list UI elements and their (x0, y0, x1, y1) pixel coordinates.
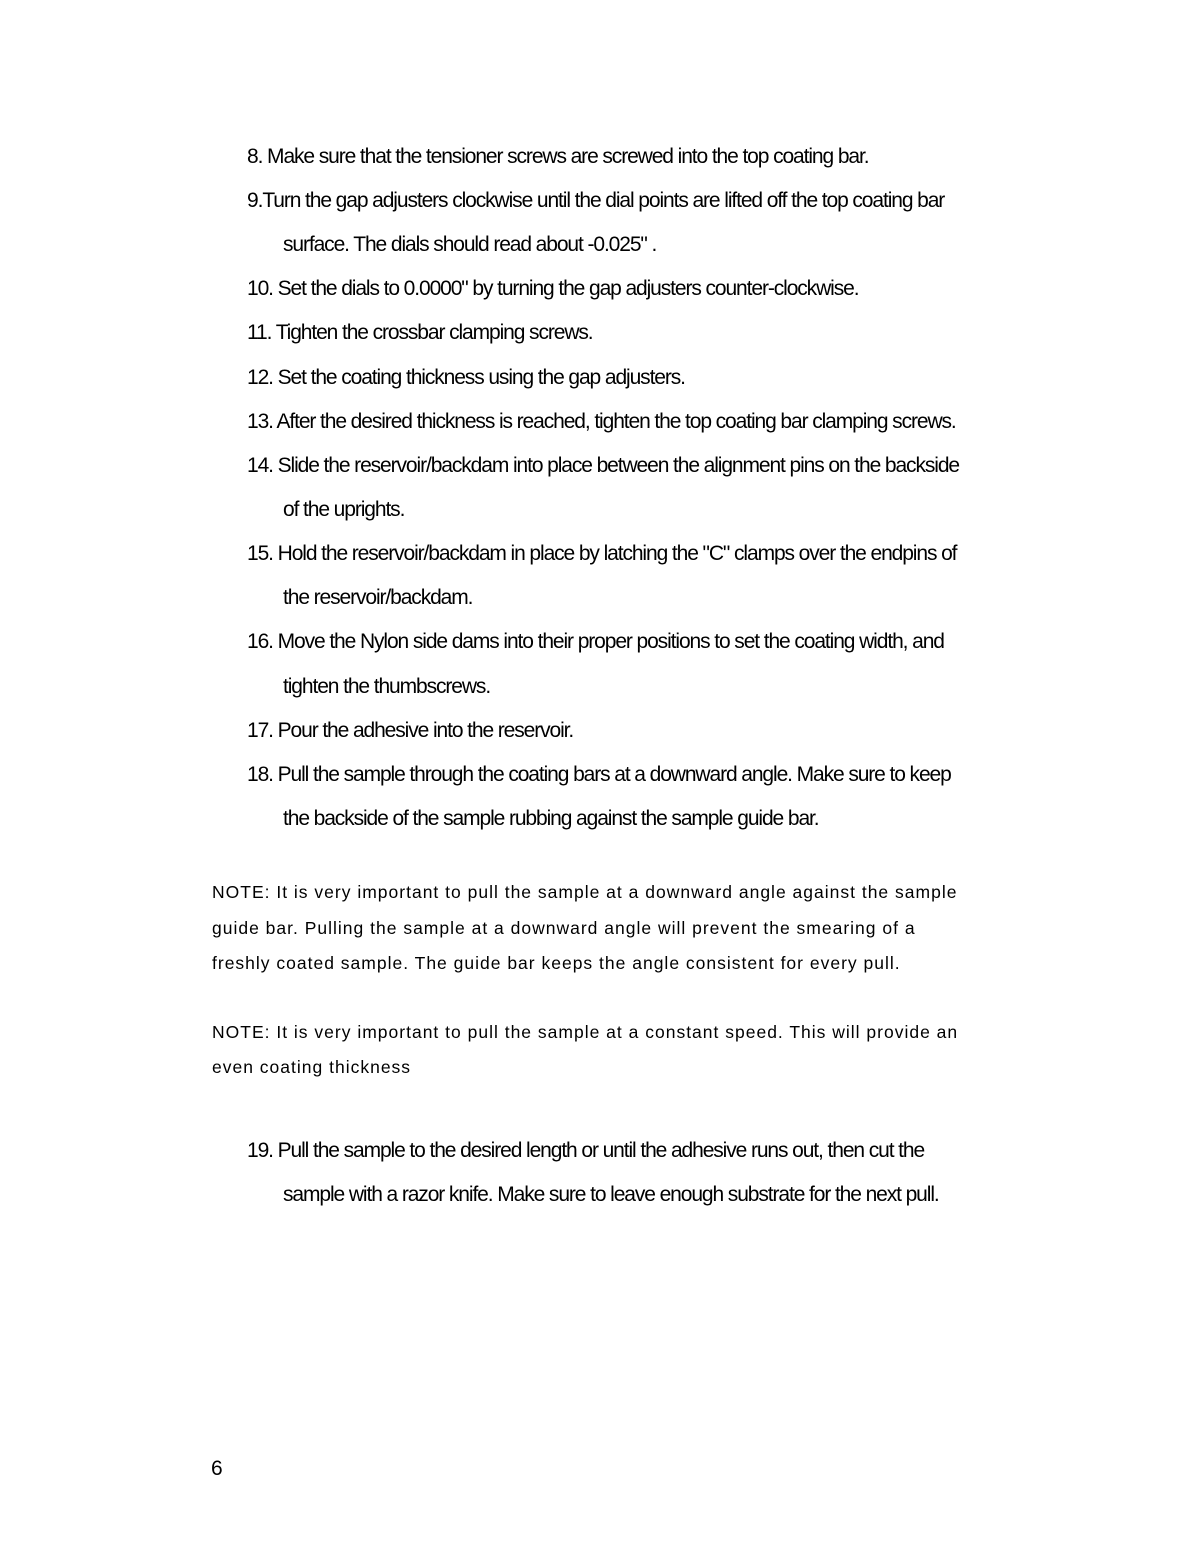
step-16-line-2: tighten the thumbscrews. (283, 675, 491, 698)
step-11-line-1: 11. Tighten the crossbar clamping screws. (247, 321, 593, 344)
note-2-line-2: even coating thickness (212, 1057, 412, 1077)
step-8-line-1: 8. Make sure that the tensioner screws are screwed into the top coating bar. (247, 145, 869, 168)
step-9-line-2: surface. The dials should read about -0.025" . (283, 233, 657, 256)
step-18-line-2: the backside of the sample rubbing against the sample guide bar. (283, 807, 819, 830)
step-19-line-2: sample with a razor knife. Make sure to leave enough substrate for the next pull. (283, 1183, 939, 1206)
note-1-line-2: guide bar. Pulling the sample at a downward angle will prevent the smearing of a (212, 918, 916, 938)
step-16-line-1: 16. Move the Nylon side dams into their proper positions to set the coating width, and (247, 630, 944, 653)
step-9-line-1: 9.Turn the gap adjusters clockwise until the dial points are lifted off the top coating bar (247, 189, 945, 212)
note-1-line-1: NOTE: It is very important to pull the sample at a downward angle against the sample (212, 882, 958, 902)
step-13-line-1: 13. After the desired thickness is reached, tighten the top coating bar clamping screws. (247, 410, 956, 433)
step-14-line-1: 14. Slide the reservoir/backdam into place between the alignment pins on the backside (247, 454, 959, 477)
step-14-line-2: of the uprights. (283, 498, 405, 521)
step-17-line-1: 17. Pour the adhesive into the reservoir. (247, 719, 574, 742)
step-15-line-1: 15. Hold the reservoir/backdam in place by latching the "C" clamps over the endpins of (247, 542, 957, 565)
step-10-line-1: 10. Set the dials to 0.0000" by turning the gap adjusters counter-clockwise. (247, 277, 859, 300)
step-19-line-1: 19. Pull the sample to the desired length or until the adhesive runs out, then cut the (247, 1139, 925, 1162)
step-15-line-2: the reservoir/backdam. (283, 586, 473, 609)
step-18-line-1: 18. Pull the sample through the coating bars at a downward angle. Make sure to keep (247, 763, 951, 786)
page-number: 6 (211, 1457, 223, 1480)
note-2-line-1: NOTE: It is very important to pull the sample at a constant speed. This will provide an (212, 1022, 959, 1042)
note-1-line-3: freshly coated sample. The guide bar keeps the angle consistent for every pull. (212, 953, 901, 973)
step-12-line-1: 12. Set the coating thickness using the gap adjusters. (247, 366, 685, 389)
